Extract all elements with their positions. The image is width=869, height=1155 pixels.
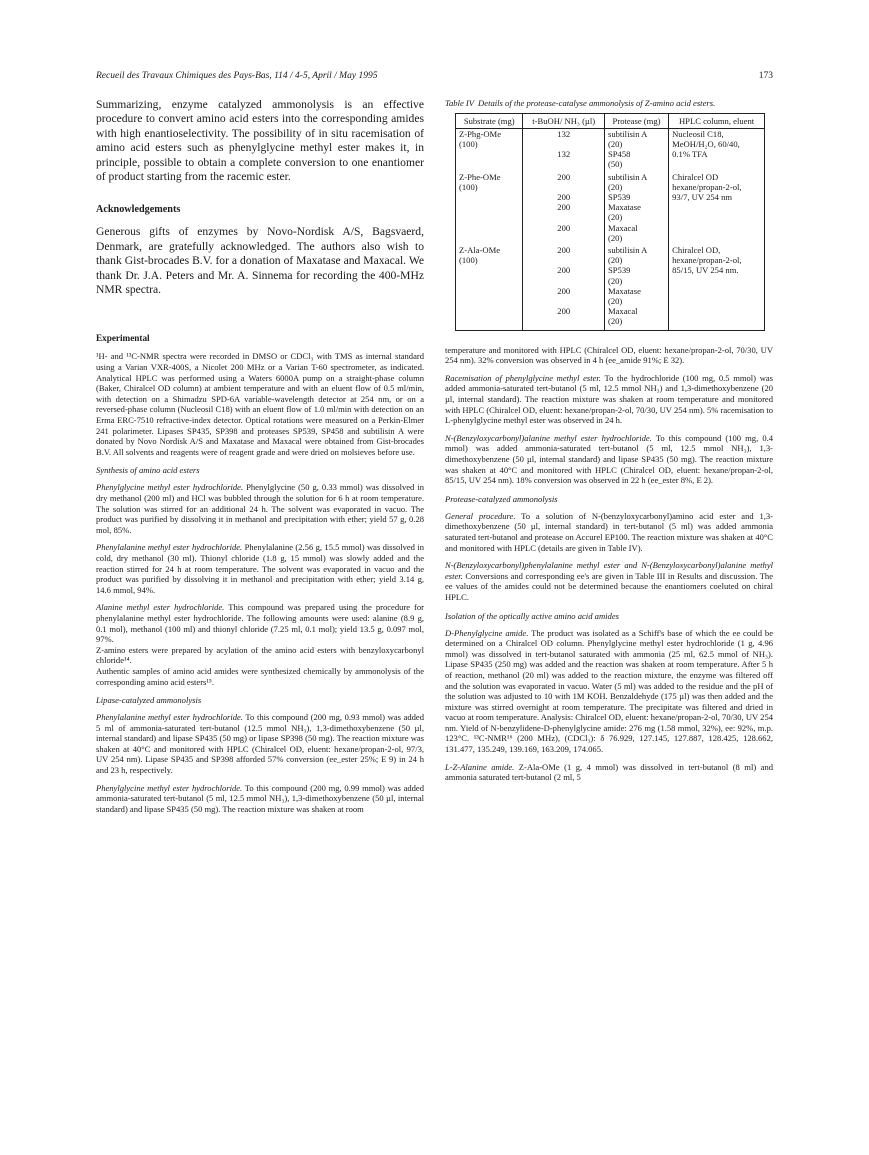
tbuoh-cell: 200: [523, 286, 605, 296]
hplc-cell: MeOH/H₂O, 60/40,: [669, 139, 765, 149]
tbuoh-cell: 200: [523, 265, 605, 275]
hplc-cell: [669, 276, 765, 286]
table-row: [456, 170, 765, 182]
protease-cell: Maxacal: [604, 223, 668, 233]
table-row: [456, 192, 765, 202]
substrate-cell: [456, 316, 523, 330]
table-row: [456, 139, 765, 149]
protease-cell: subtilisin A: [604, 243, 668, 255]
protease-cell: (20): [604, 296, 668, 306]
authentic-samples-paragraph: Authentic samples of amino acid amides were synthesized chemically by ammonolysis of the corresponding amino acid esters¹⁵.: [96, 665, 424, 687]
acknowledgements-paragraph: Generous gifts of enzymes by Novo-Nordisk A/S, Bagsvaerd, Denmark, are gratefully acknowledged. The authors also wish to thank Gist-brocades B.V. for a donation of Maxatase and Maxacal. We thank Dr. J.A. Peters and Mr. A. Sinnema for recording the 400-MHz NMR spectra.: [96, 225, 424, 297]
hplc-cell: hexane/propan-2-ol,: [669, 182, 765, 192]
protease-cell: (20): [604, 212, 668, 222]
l-z-alanine-amide-text: Z-Ala-OMe (1 g, 4 mmol) was dissolved in tert-butanol (8 ml) and ammonia saturated tert-butanol (2 ml, 5: [445, 761, 773, 783]
substrate-cell: [456, 265, 523, 275]
table-header-tbuoh: t-BuOH/ NH₃ (µl): [523, 113, 605, 128]
lipase-phenylalanine-text: To this compound (200 mg, 0.93 mmol) was added 5 ml of ammonia-saturated tert-butanol (12.5 mmol NH₃), 1,3-dimethoxybenzene (50 µl, internal standard) and lipase SP435 (50 mg) or lipase SP398 (50 mg). The reaction mixture was shaken at 40°C and monitored with HPLC (Chiralcel OD, eluent: hexane/propan-2-ol, 97/3, UV 254 nm). Lipase SP435 and SP398 afforded 57% conversion (ee_ester 25%; E 9) in 24 h and 23 h, respectively.: [96, 712, 424, 776]
hplc-cell: [669, 223, 765, 233]
hplc-cell: 85/15, UV 254 nm.: [669, 265, 765, 275]
racemisation-paragraph: [445, 373, 773, 426]
tbuoh-cell: [523, 159, 605, 169]
table-row: [456, 202, 765, 212]
synthesis-heading: Synthesis of amino acid esters: [96, 465, 200, 476]
substrate-cell: [456, 192, 523, 202]
table-caption-text: Details of the protease-catalyse ammonolysis of Z-amino acid esters.: [478, 98, 716, 108]
z-phe-ala-paragraph: [445, 560, 773, 602]
z-phe-ala-title: N-(Benzyloxycarbonyl)phenylalanine methyl ester and N-(Benzyloxycarbonyl)alanine methyl ester.: [445, 560, 773, 581]
table-row: [456, 212, 765, 222]
tbuoh-cell: [523, 233, 605, 243]
hplc-cell: 0.1% TFA: [669, 149, 765, 159]
hplc-cell: Chiralcel OD: [669, 170, 765, 182]
table-caption: [445, 98, 773, 109]
protease-cell: (50): [604, 159, 668, 169]
journal-citation: Recueil des Travaux Chimiques des Pays-Bas, 114 / 4-5, April / May 1995: [96, 71, 378, 81]
left-column: [96, 98, 424, 821]
l-z-alanine-amide-paragraph: [445, 762, 773, 783]
tbuoh-cell: [523, 316, 605, 330]
phenylglycine-ester-title: Phenylglycine methyl ester hydrochloride.: [96, 482, 244, 493]
lipase-phenylglycine-text: To this compound (200 mg, 0.99 mmol) was added ammonia-saturated tert-butanol (5 ml, 12.5 mmol NH₃), 1,3-dimethoxybenzene (50 µl, internal standard) and lipase SP435 (50 mg). The reaction mixture was shaken at room: [96, 782, 424, 814]
hplc-cell: [669, 212, 765, 222]
substrate-cell: (100): [456, 255, 523, 265]
tbuoh-cell: 200: [523, 170, 605, 182]
protease-cell: (20): [604, 255, 668, 265]
tbuoh-cell: [523, 255, 605, 265]
protease-cell: subtilisin A: [604, 128, 668, 139]
substrate-cell: [456, 296, 523, 306]
acknowledgements-heading: Acknowledgements: [96, 204, 181, 216]
phenylalanine-ester-paragraph: [96, 542, 424, 595]
general-procedure-text: To a solution of N-(benzyloxycarbonyl)amino acid ester and 1,3-dimethoxybenzene (50 µl, internal standard) in tert-butanol (5 ml) was added ammonia saturated tert-butanol and protease on Accurel EP100. The reaction mixture was shaken at 40°C and monitored with HPLC (details are given in Table IV).: [445, 510, 774, 553]
hplc-cell: Chiralcel OD,: [669, 243, 765, 255]
table-row: [456, 243, 765, 255]
substrate-cell: [456, 286, 523, 296]
hplc-cell: [669, 233, 765, 243]
tbuoh-cell: 132: [523, 149, 605, 159]
protease-cell: (20): [604, 182, 668, 192]
phenylalanine-ester-text: Phenylalanine (2.56 g, 15.5 mmol) was dissolved in cold, dry methanol (30 ml). Thionyl chloride (1.8 g, 15 mmol) was slowly added and the reaction stirred for 24 h at room temperature. The solvent was evaporated in vacuo and the product was purified by dissolving it in methanol and precipitation with ether; yield 3.14 g, 14.6 mmol, 94%.: [96, 542, 424, 595]
table-row: [456, 316, 765, 330]
l-z-alanine-amide-title: L-Z-Alanine amide.: [445, 761, 515, 772]
right-column: [445, 98, 773, 790]
z-alanine-ester-title: N-(Benzyloxycarbonyl)alanine methyl ester hydrochloride.: [445, 432, 652, 443]
substrate-cell: [456, 202, 523, 212]
protease-cell: (20): [604, 316, 668, 330]
substrate-cell: Z-Phg-OMe: [456, 128, 523, 139]
phenylglycine-ester-paragraph: [96, 482, 424, 535]
lipase-phenylalanine-title: Phenylalanine methyl ester hydrochloride.: [96, 712, 243, 723]
substrate-cell: [456, 223, 523, 233]
z-alanine-ester-paragraph: [445, 433, 773, 486]
tbuoh-cell: 200: [523, 192, 605, 202]
table-row: [456, 233, 765, 243]
substrate-cell: [456, 233, 523, 243]
summary-paragraph: Summarizing, enzyme catalyzed ammonolysis is an effective procedure to convert amino acid esters into the corresponding amides with high enantioselectivity. The possibility of in situ racemisation of amino acid esters such as phenylglycine methyl ester makes it, in principle, possible to obtain a complete conversion to one enantiomer of product starting from the racemic ester.: [96, 98, 424, 184]
protease-cell: (20): [604, 139, 668, 149]
table-header-hplc: HPLC column, eluent: [669, 113, 765, 128]
table-row: [456, 128, 765, 139]
table-row: [456, 276, 765, 286]
phenylalanine-ester-title: Phenylalanine methyl ester hydrochloride.: [96, 542, 243, 553]
protease-cell: Maxacal: [604, 306, 668, 316]
substrate-cell: Z-Phe-OMe: [456, 170, 523, 182]
tbuoh-cell: 132: [523, 128, 605, 139]
hplc-cell: 93/7, UV 254 nm: [669, 192, 765, 202]
table-row: [456, 182, 765, 192]
table-row: [456, 306, 765, 316]
general-procedure-paragraph: [445, 511, 773, 553]
d-phenylglycine-amide-title: D-Phenylglycine amide.: [445, 627, 529, 638]
protease-table: [455, 113, 765, 331]
table-body: [456, 128, 765, 330]
table-header-substrate: Substrate (mg): [456, 113, 523, 128]
substrate-cell: [456, 306, 523, 316]
alanine-ester-text: This compound was prepared using the procedure for phenylalanine methyl ester hydrochloride. The following amounts were used: alanine (8.9 g, 0.1 mol), methanol (100 ml) and thionyl chloride (7.25 ml, 0.1 mol); yield 13.5 g, 0.097 mol, 97%.: [96, 602, 425, 645]
lipase-heading: Lipase-catalyzed ammonolysis: [96, 695, 202, 706]
general-procedure-title: General procedure.: [445, 510, 516, 521]
table-row: [456, 265, 765, 275]
hplc-cell: [669, 296, 765, 306]
z-phe-ala-text: Conversions and corresponding ee's are given in Table III in Results and discussion. The ee values of the amides could not be determined because the enantiomers coeluted on chiral HPLC.: [445, 570, 773, 602]
table-row: [456, 286, 765, 296]
tbuoh-cell: 200: [523, 223, 605, 233]
substrate-cell: [456, 276, 523, 286]
running-head: [96, 71, 773, 85]
table-row: [456, 296, 765, 306]
lipase-phenylglycine-title: Phenylglycine methyl ester hydrochloride.: [96, 782, 243, 793]
substrate-cell: (100): [456, 139, 523, 149]
table-label: Table IV: [445, 98, 475, 108]
protease-cell: SP539: [604, 265, 668, 275]
hplc-cell: [669, 202, 765, 212]
lipase-phenylglycine-paragraph: [96, 783, 424, 815]
protease-cell: subtilisin A: [604, 170, 668, 182]
table-row: [456, 223, 765, 233]
phenylglycine-ester-text: Phenylglycine (50 g, 0.33 mmol) was dissolved in dry methanol (200 ml) and HCl was bubbled through the solution for 6 h at room temperature. The solution was stirred for an additional 24 h. The solvent was evaporated in vacuo. The product was purified by dissolving it in methanol and precipitation with ether; yield 57 g, 0.28 mol, 85%.: [96, 482, 424, 535]
table-row: [456, 159, 765, 169]
protease-cell: Maxatase: [604, 286, 668, 296]
tbuoh-cell: 200: [523, 243, 605, 255]
tbuoh-cell: [523, 182, 605, 192]
substrate-cell: [456, 149, 523, 159]
racemisation-text: To the hydrochloride (100 mg, 0.5 mmol) was added ammonia-saturated tert-butanol (5 ml, 12.5 mmol NH₃) and 1,3-dimethoxybenzene (20 µl, internal standard). The reaction mixture was shaken at room temperature and monitored with HPLC (Chiralcel OD, eluent: hexane/propan-2-ol, 70/30, UV 254 nm). 5% racemisation to L-phenylglycine methyl ester was observed in 24 h.: [445, 372, 773, 426]
table-header-protease: Protease (mg): [604, 113, 668, 128]
page-number: 173: [758, 71, 773, 81]
hplc-cell: [669, 316, 765, 330]
protease-heading: Protease-catalyzed ammonolysis: [445, 493, 558, 504]
alanine-ester-paragraph: [96, 602, 424, 644]
hplc-cell: [669, 159, 765, 169]
z-alanine-ester-text: To this compound (100 mg, 0.4 mmol) was added ammonia-saturated tert-butanol (5 ml, 12.5 mmol NH₃), 1,3-dimethoxybenzene (50 µl, internal standard) and lipase SP435 (50 mg). The reaction mixture was shaken at 40°C and monitored with HPLC (Chiralcel OD, eluent: hexane/propan-2-ol, 85/15, UV 254 nm). 18% conversion was observed in 22 h (ee_ester 8%, E 2).: [445, 432, 774, 486]
substrate-cell: [456, 159, 523, 169]
protease-cell: SP539: [604, 192, 668, 202]
protease-cell: Maxatase: [604, 202, 668, 212]
substrate-cell: Z-Ala-OMe: [456, 243, 523, 255]
tbuoh-cell: 200: [523, 202, 605, 212]
tbuoh-cell: [523, 212, 605, 222]
d-phenylglycine-amide-paragraph: [445, 628, 773, 755]
protease-cell: (20): [604, 233, 668, 243]
experimental-paragraph: ¹H- and ¹³C-NMR spectra were recorded in DMSO or CDCl₃ with TMS as internal standard using a Varian VXR-400S, a Nicolet 200 MHz or a Varian T-60 spectrometer, as indicated. Analytical HPLC was performed using a Waters 6000A pump on a straight-phase column (Baker, Chiralcel OD column) at ambient temperature and with an eluent flow of 0.5 ml/min, with detection on a Shimadzu SPD-6A variable-wavelength detector at 254 nm, or on a reversed-phase column (Nucleosil C18) with an eluent flow of 1.0 ml/min with detection on an Erma ERC-7510 refractive-index detector. Optical rotations were measured on a Perkin-Elmer 241 polarimeter. Lipases SP435, SP398 and proteases SP539, SP458 and subtilisin A were donated by Novo Nordisk A/S and Maxatase and Maxacal were obtained from Gist-brocades B.V. All solvents and reagents were of reagent grade and were dried on molsieves before use.: [96, 351, 424, 457]
racemisation-title: Racemisation of phenylglycine methyl ester.: [445, 372, 601, 383]
z-amino-esters-paragraph: Z-amino esters were prepared by acylation of the amino acid esters with benzyloxycarbonyl chloride¹⁴.: [96, 644, 424, 666]
hplc-cell: [669, 286, 765, 296]
experimental-heading: Experimental: [96, 333, 150, 344]
isolation-heading: Isolation of the optically active amino acid amides: [445, 610, 619, 621]
substrate-cell: (100): [456, 182, 523, 192]
tbuoh-cell: [523, 276, 605, 286]
tbuoh-cell: [523, 296, 605, 306]
table-row: [456, 255, 765, 265]
tbuoh-cell: [523, 139, 605, 149]
d-phenylglycine-amide-text: The product was isolated as a Schiff's base of which the ee could be determined on a Chiralcel OD column. Phenylglycine methyl ester hydrochloride (1 g, 4.96 mmol) was dissolved in tert-butanol saturated with ammonia (25 ml, 62.5 mmol of NH₃). Lipase SP435 (250 mg) was added and the reaction was shaken at room temperature. After 5 h of reaction, methanol (20 ml) was added to the reaction mixture, the enzyme was filtered off and the solution was evaporated in vacuo. Water (5 ml) was added to the residue and the pH of the solution was adjusted to 10 with 1M KOH. Benzaldehyde (175 µl) was then added and the mixture was stirred overnight at room temperature. The precipitate was filtered and dried in vacuo at room temperature. Analysis: Chiralcel OD, eluent: hexane/propan-2-ol, 70/30, UV 254 nm. Yield of N-benzylidene-D-phenylglycine amide: 276 mg (1.58 mmol, 32%), ee: 92%, m.p. 123°C. ¹³C-NMR¹⁶ (200 MHz), (CDCl₃): δ 76.929, 127.145, 127.887, 128.425, 128.662, 131.477, 135.249, 139.169, 163.209, 174.065.: [445, 627, 773, 755]
lipase-phenylalanine-paragraph: [96, 712, 424, 776]
protease-cell: SP458: [604, 149, 668, 159]
table-row: [456, 149, 765, 159]
continuation-paragraph: temperature and monitored with HPLC (Chiralcel OD, eluent: hexane/propan-2-ol, 70/30, UV 254 nm). 32% conversion was observed in 4 h (ee_amide 91%; E 32).: [445, 344, 773, 366]
hplc-cell: [669, 306, 765, 316]
hplc-cell: hexane/propan-2-ol,: [669, 255, 765, 265]
protease-cell: (20): [604, 276, 668, 286]
hplc-cell: Nucleosil C18,: [669, 128, 765, 139]
tbuoh-cell: 200: [523, 306, 605, 316]
substrate-cell: [456, 212, 523, 222]
alanine-ester-title: Alanine methyl ester hydrochloride.: [96, 602, 225, 613]
